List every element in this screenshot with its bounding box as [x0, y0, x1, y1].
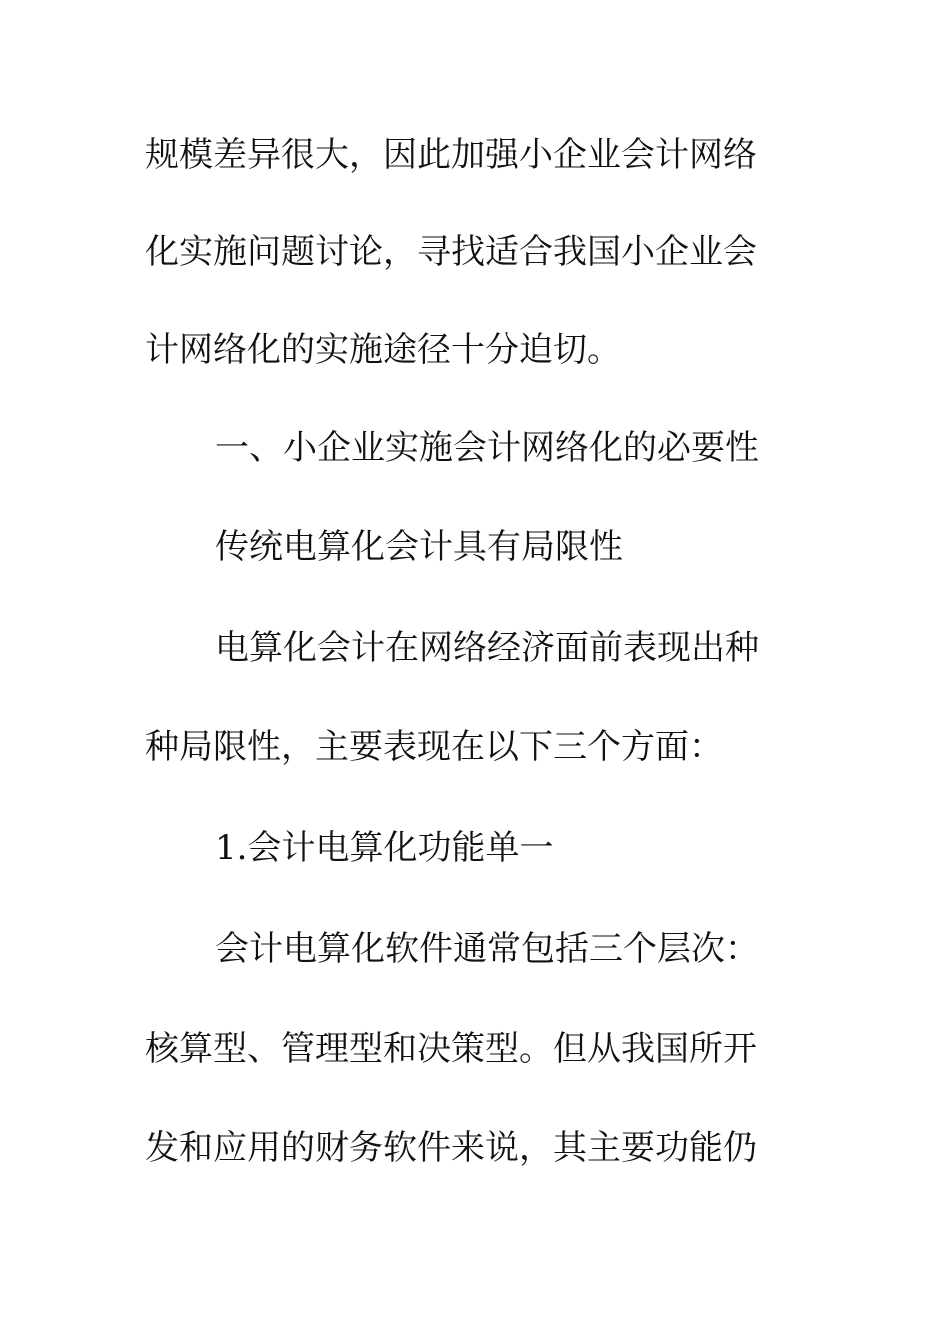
- body-text-line: 计网络化的实施途径十分迫切。: [145, 330, 621, 370]
- body-text-line: 核算型、管理型和决策型。但从我国所开: [145, 1029, 757, 1069]
- body-text-line: 化实施问题讨论，寻找适合我国小企业会: [145, 232, 757, 272]
- body-text-line: 电算化会计在网络经济面前表现出种: [215, 628, 759, 668]
- body-text-line: 种局限性，主要表现在以下三个方面：: [145, 727, 723, 767]
- subsection-heading: 传统电算化会计具有局限性: [215, 527, 623, 567]
- section-heading: 一、小企业实施会计网络化的必要性: [215, 428, 759, 468]
- body-text-line: 规模差异很大，因此加强小企业会计网络: [145, 135, 757, 175]
- body-text-line: 会计电算化软件通常包括三个层次：: [215, 929, 759, 969]
- numbered-heading: 1.会计电算化功能单一: [215, 828, 554, 868]
- body-text-line: 发和应用的财务软件来说，其主要功能仍: [145, 1128, 757, 1168]
